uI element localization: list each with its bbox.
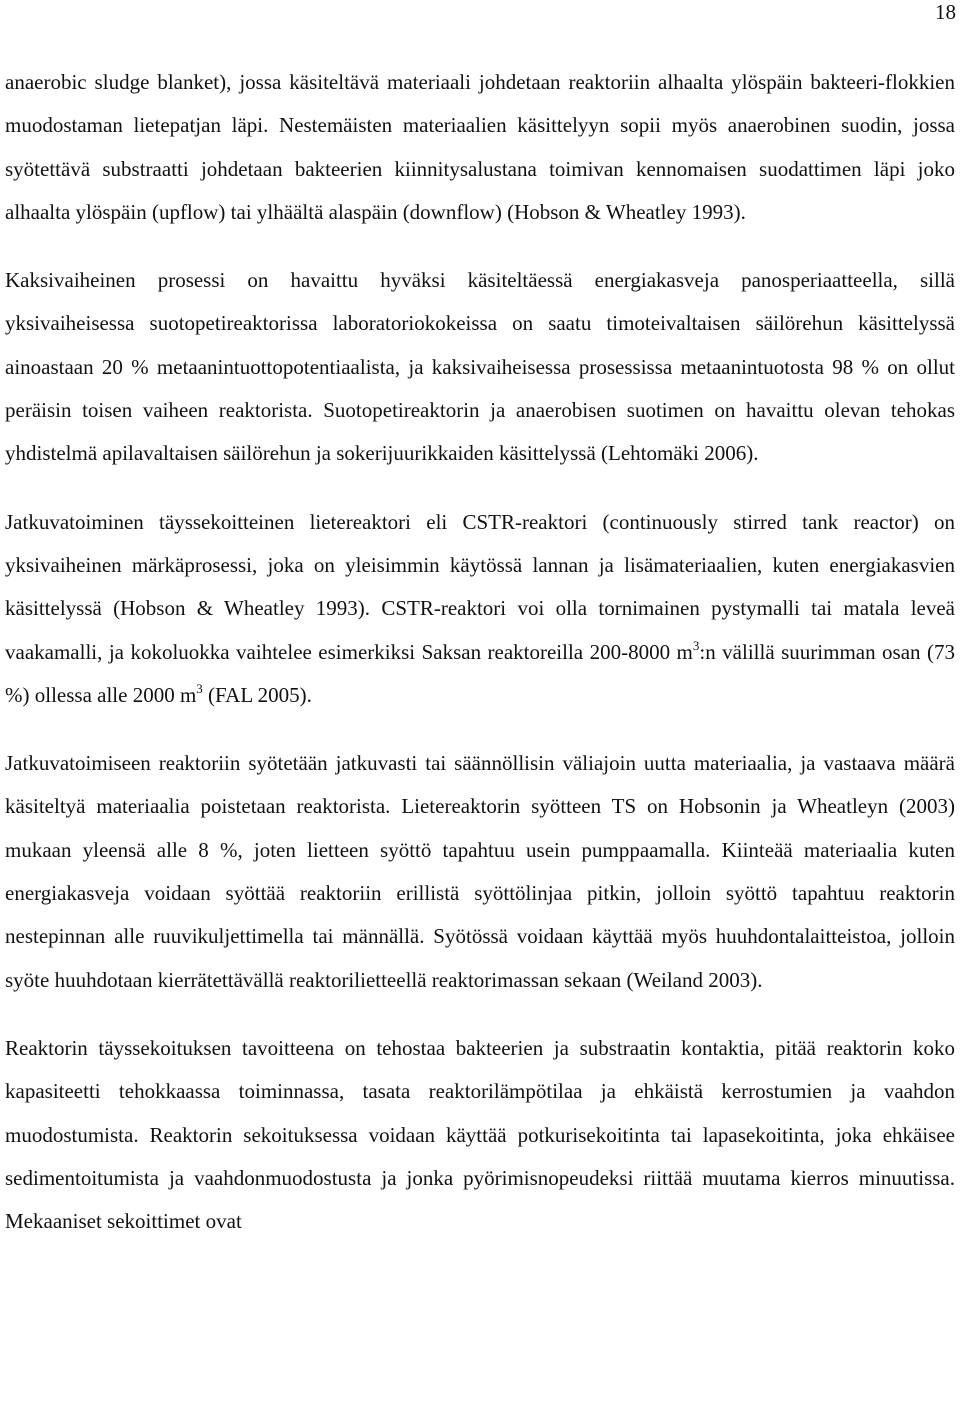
paragraph-4: Jatkuvatoimiseen reaktoriin syötetään jatkuvasti tai säännöllisin väliajoin uutta materiaalia, ja vastaava määrä käsiteltyä materiaalia poistetaan reaktorista. Lietereaktorin syötteen TS on Hobsonin ja Wheatleyn (2003) mukaan yleensä alle 8 %, joten lietteen syöttö tapahtuu usein pumppaamalla. Kiinteää materiaalia kuten energiakasveja voidaan syöttää reaktoriin erillistä syöttölinjaa pitkin, jolloin syöttö tapahtuu reaktorin nestepinnan alle ruuvikuljettimella tai männällä. Syötössä voidaan käyttää myös huuhdontalaitteistoa, jolloin syöte huuhdotaan kierrätettävällä reaktorilietteellä reaktorimassan sekaan (Weiland 2003).: [5, 751, 955, 992]
paragraph-3: [5, 501, 955, 717]
paragraph-2: Kaksivaiheinen prosessi on havaittu hyväksi käsiteltäessä energiakasveja panosperiaatteella, sillä yksivaiheisessa suotopetireaktorissa laboratoriokokeissa on saatu timoteivaltaisen säilörehun käsittelyssä ainoastaan 20 % metaanintuottopotentiaalista, ja kaksivaiheisessa prosessissa metaanintuotosta 98 % on ollut peräisin toisen vaiheen reaktorista. Suotopetireaktorin ja anaerobisen suotimen on havaittu olevan tehokas yhdistelmä apilavaltaisen säilörehun ja sokerijuurikkaiden käsittelyssä (Lehtomäki 2006).: [5, 268, 955, 466]
paragraph-3-text-a: Jatkuvatoiminen täyssekoitteinen lietereaktori eli CSTR-reaktori (continuously stirred tank reactor) on yksivaiheinen märkäprosessi, joka on yleisimmin käytössä lannan ja lisämateriaalien, kuten energiakasvien käsittelyssä (Hobson & Wheatley 1993). CSTR-reaktori voi olla tornimainen pystymalli tai matala leveä vaakamalli, ja kokoluokka vaihtelee esimerkiksi Saksan reaktoreilla 200-8000 m: [5, 509, 955, 664]
paragraph-1: anaerobic sludge blanket), jossa käsiteltävä materiaali johdetaan reaktoriin alhaalta ylöspäin bakteeri-flokkien muodostaman lietepatjan läpi. Nestemäisten materiaalien käsittelyyn sopii myös anaerobinen suodin, jossa syötettävä substraatti johdetaan bakteerien kiinnitysalustana toimivan kennomaisen suodattimen läpi joko alhaalta ylöspäin (upflow) tai ylhäältä alaspäin (downflow) (Hobson & Wheatley 1993).: [5, 70, 955, 224]
superscript-cubic: 3: [692, 637, 700, 653]
paragraph-3-text-b: :n välillä suurimman osan (73 %) ollessa alle 2000 m: [5, 639, 955, 707]
paragraph-5: Reaktorin täyssekoituksen tavoitteena on tehostaa bakteerien ja substraatin kontaktia, pitää reaktorin koko kapasiteetti tehokkaassa toiminnassa, tasata reaktorilämpötilaa ja ehkäistä kerrostumien ja vaahdon muodostumista. Reaktorin sekoituksessa voidaan käyttää potkurisekoitinta tai lapasekoitinta, joka ehkäisee sedimentoitumista ja vaahdonmuodostusta ja jonka pyörimisnopeudeksi riittää muutama kierros minuutissa. Mekaaniset sekoittimet ovat: [5, 1035, 955, 1234]
document-body: [5, 61, 955, 1243]
page-number: 18: [935, 0, 956, 24]
superscript-cubic-2: 3: [196, 680, 203, 696]
paragraph-3-text-c: (FAL 2005).: [202, 682, 312, 707]
